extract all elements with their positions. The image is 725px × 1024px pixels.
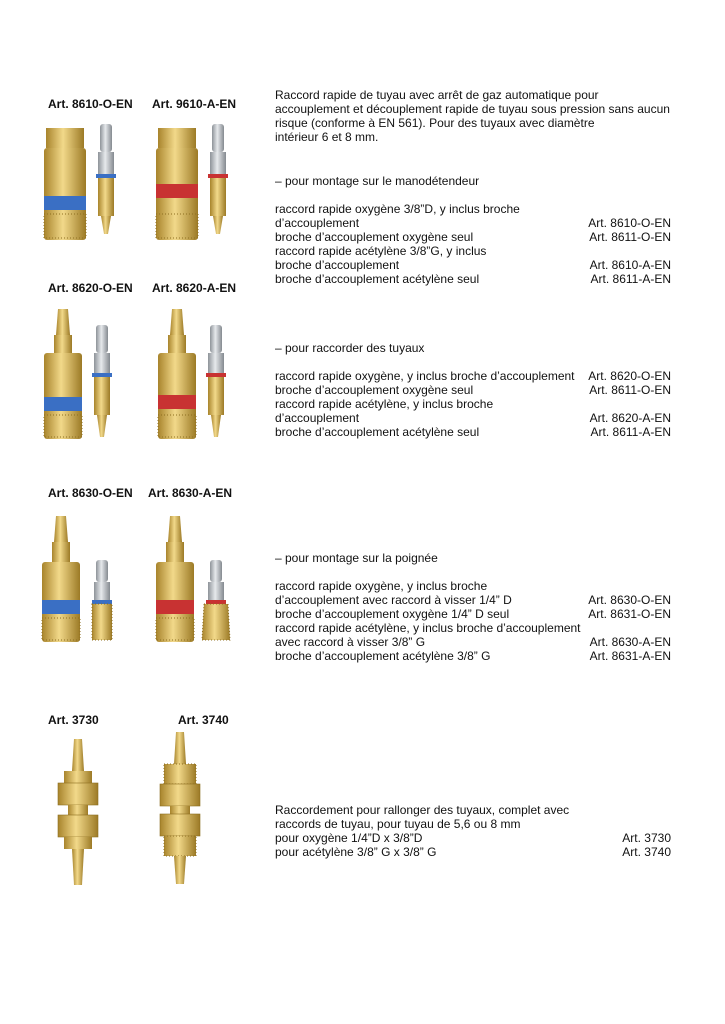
acetylene-coupler-image bbox=[152, 118, 247, 243]
intro-line: accouplement et découplement rapide de tuyau sous pression sans aucun bbox=[275, 102, 670, 116]
product-label: Art. 8620-O-EN bbox=[48, 281, 133, 295]
item-description: raccord rapide oxygène, y inclus broche bbox=[275, 579, 488, 593]
article-number: Art. 3730 bbox=[622, 831, 671, 845]
item-description: broche d’accouplement oxygène 1/4” D seul bbox=[275, 607, 510, 621]
oxygen-hose-coupler-image bbox=[36, 305, 136, 445]
item-description: raccord rapide acétylène, y inclus broche d’accouplement bbox=[275, 621, 581, 635]
item-description: raccord rapide oxygène, y inclus broche d’accouplement bbox=[275, 369, 575, 383]
section-heading: – pour montage sur le manodétendeur bbox=[275, 174, 480, 188]
article-number: Art. 3740 bbox=[622, 845, 671, 859]
product-label: Art. 8630-O-EN bbox=[48, 486, 133, 500]
product-label: Art. 8620-A-EN bbox=[152, 281, 237, 295]
item-description: raccord rapide acétylène 3/8”G, y inclus bbox=[275, 244, 487, 258]
product-label: Art. 8610-O-EN bbox=[48, 97, 133, 111]
item-description: raccord rapide acétylène, y inclus broche bbox=[275, 397, 494, 411]
product-label: Art. 9610-A-EN bbox=[152, 97, 237, 111]
article-number: Art. 8610-O-EN bbox=[588, 216, 671, 230]
item-description: raccord rapide oxygène 3/8”D, y inclus broche bbox=[275, 202, 520, 216]
product-label: Art. 3730 bbox=[48, 713, 99, 727]
article-number: Art. 8620-A-EN bbox=[589, 411, 671, 425]
item-description: d’accouplement avec raccord à visser 1/4” D bbox=[275, 593, 512, 607]
hose-joiner-acetylene-image bbox=[158, 730, 204, 888]
item-description: broche d’accouplement oxygène seul bbox=[275, 230, 474, 244]
item-description: d’accouplement bbox=[275, 216, 360, 230]
oxygen-coupler-image bbox=[40, 118, 135, 243]
item-description: pour oxygène 1/4”D x 3/8”D bbox=[275, 831, 423, 845]
hose-joiner-oxygen-image bbox=[56, 735, 102, 890]
product-label: Art. 8630-A-EN bbox=[148, 486, 233, 500]
item-description: broche d’accouplement bbox=[275, 258, 400, 272]
article-number: Art. 8630-O-EN bbox=[588, 593, 671, 607]
oxygen-handle-coupler-image bbox=[36, 512, 136, 647]
item-description: broche d’accouplement acétylène 3/8” G bbox=[275, 649, 491, 663]
article-number: Art. 8630-A-EN bbox=[589, 635, 671, 649]
section-heading: – pour raccorder des tuyaux bbox=[275, 341, 425, 355]
product-label: Art. 3740 bbox=[178, 713, 229, 727]
article-number: Art. 8611-O-EN bbox=[589, 383, 671, 397]
acetylene-handle-coupler-image bbox=[150, 512, 250, 647]
item-description: d’accouplement bbox=[275, 411, 360, 425]
intro-line: intérieur 6 et 8 mm. bbox=[275, 130, 379, 144]
item-description: Raccordement pour rallonger des tuyaux, complet avec bbox=[275, 803, 570, 817]
article-number: Art. 8631-O-EN bbox=[588, 607, 671, 621]
article-number: Art. 8620-O-EN bbox=[588, 369, 671, 383]
item-description: broche d’accouplement oxygène seul bbox=[275, 383, 474, 397]
article-number: Art. 8610-A-EN bbox=[589, 258, 671, 272]
intro-line: risque (conforme à EN 561). Pour des tuyaux avec diamètre bbox=[275, 116, 595, 130]
article-number: Art. 8611-A-EN bbox=[590, 425, 671, 439]
item-description: raccords de tuyau, pour tuyau de 5,6 ou 8 mm bbox=[275, 817, 521, 831]
article-number: Art. 8611-A-EN bbox=[590, 272, 671, 286]
acetylene-hose-coupler-image bbox=[150, 305, 250, 445]
item-description: broche d’accouplement acétylène seul bbox=[275, 425, 480, 439]
section-heading: – pour montage sur la poignée bbox=[275, 551, 438, 565]
article-number: Art. 8631-A-EN bbox=[589, 649, 671, 663]
item-description: pour acétylène 3/8” G x 3/8” G bbox=[275, 845, 437, 859]
item-description: avec raccord à visser 3/8” G bbox=[275, 635, 426, 649]
article-number: Art. 8611-O-EN bbox=[589, 230, 671, 244]
intro-line: Raccord rapide de tuyau avec arrêt de gaz automatique pour bbox=[275, 88, 599, 102]
item-description: broche d’accouplement acétylène seul bbox=[275, 272, 480, 286]
